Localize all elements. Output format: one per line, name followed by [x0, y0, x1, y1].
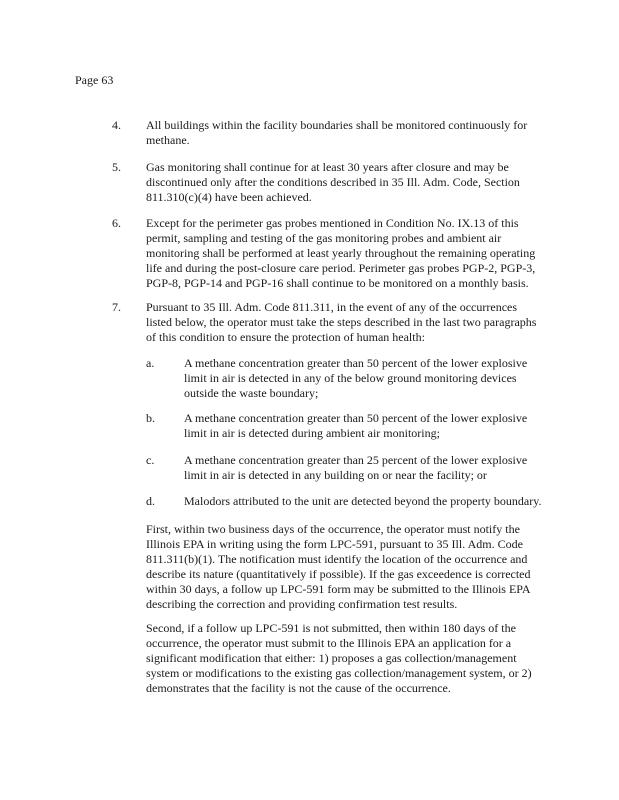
item-number: 7.	[112, 300, 121, 314]
subitem-text: Malodors attributed to the unit are detected beyond the property boundary.	[184, 494, 542, 508]
subitem-text: A methane concentration greater than 50 percent of the lower explosive limit in air is detected in any of the below ground monitoring devices outside the waste boundary;	[184, 356, 528, 400]
subitem-letter: b.	[146, 411, 155, 425]
item-text: Pursuant to 35 Ill. Adm. Code 811.311, in the event of any of the occurrences listed below, the operator must take the steps described in the last two paragraphs of this condition to ensure the protection of human health:	[146, 300, 537, 344]
subitem-text: A methane concentration greater than 25 percent of the lower explosive limit in air is detected in any building on or near the facility; or	[184, 453, 528, 482]
page-number: Page 63	[75, 73, 114, 87]
item-text: Gas monitoring shall continue for at least 30 years after closure and may be discontinued only after the conditions described in 35 Ill. Adm. Code, Section 811.310(c)(4) have been achieved.	[146, 160, 520, 204]
subitem-letter: a.	[146, 356, 155, 370]
body-paragraph: Second, if a follow up LPC-591 is not submitted, then within 180 days of the occurrence, the operator must submit to the Illinois EPA an application for a significant modification that either: 1) proposes a gas collection/management system or modifications to the existing gas collection/management system, or 2) demonstrates that the facility is not the cause of the occurrence.	[146, 621, 532, 695]
item-number: 6.	[112, 216, 121, 230]
item-text: Except for the perimeter gas probes mentioned in Condition No. IX.13 of this permit, sampling and testing of the gas monitoring probes and ambient air monitoring shall be performed at least yearly throughout the remaining operating life and during the post-closure care period. Perimeter gas probes PGP-2, PGP-3, PGP-8, PGP-14 and PGP-16 shall continue to be monitored on a monthly basis.	[146, 216, 536, 290]
item-number: 5.	[112, 160, 121, 174]
item-number: 4.	[112, 118, 121, 132]
item-text: All buildings within the facility boundaries shall be monitored continuously for methane.	[146, 118, 528, 147]
subitem-letter: c.	[146, 453, 155, 467]
subitem-letter: d.	[146, 494, 155, 508]
body-paragraph: First, within two business days of the occurrence, the operator must notify the Illinois EPA in writing using the form LPC-591, pursuant to 35 Ill. Adm. Code 811.311(b)(1). The notification must identify the location of the occurrence and describe its nature (quantitatively if possible). If the gas exceedence is corrected within 30 days, a follow up LPC-591 form may be submitted to the Illinois EPA describing the correction and providing confirmation test results.	[146, 522, 531, 611]
subitem-text: A methane concentration greater than 50 percent of the lower explosive limit in air is detected during ambient air monitoring;	[184, 411, 528, 440]
